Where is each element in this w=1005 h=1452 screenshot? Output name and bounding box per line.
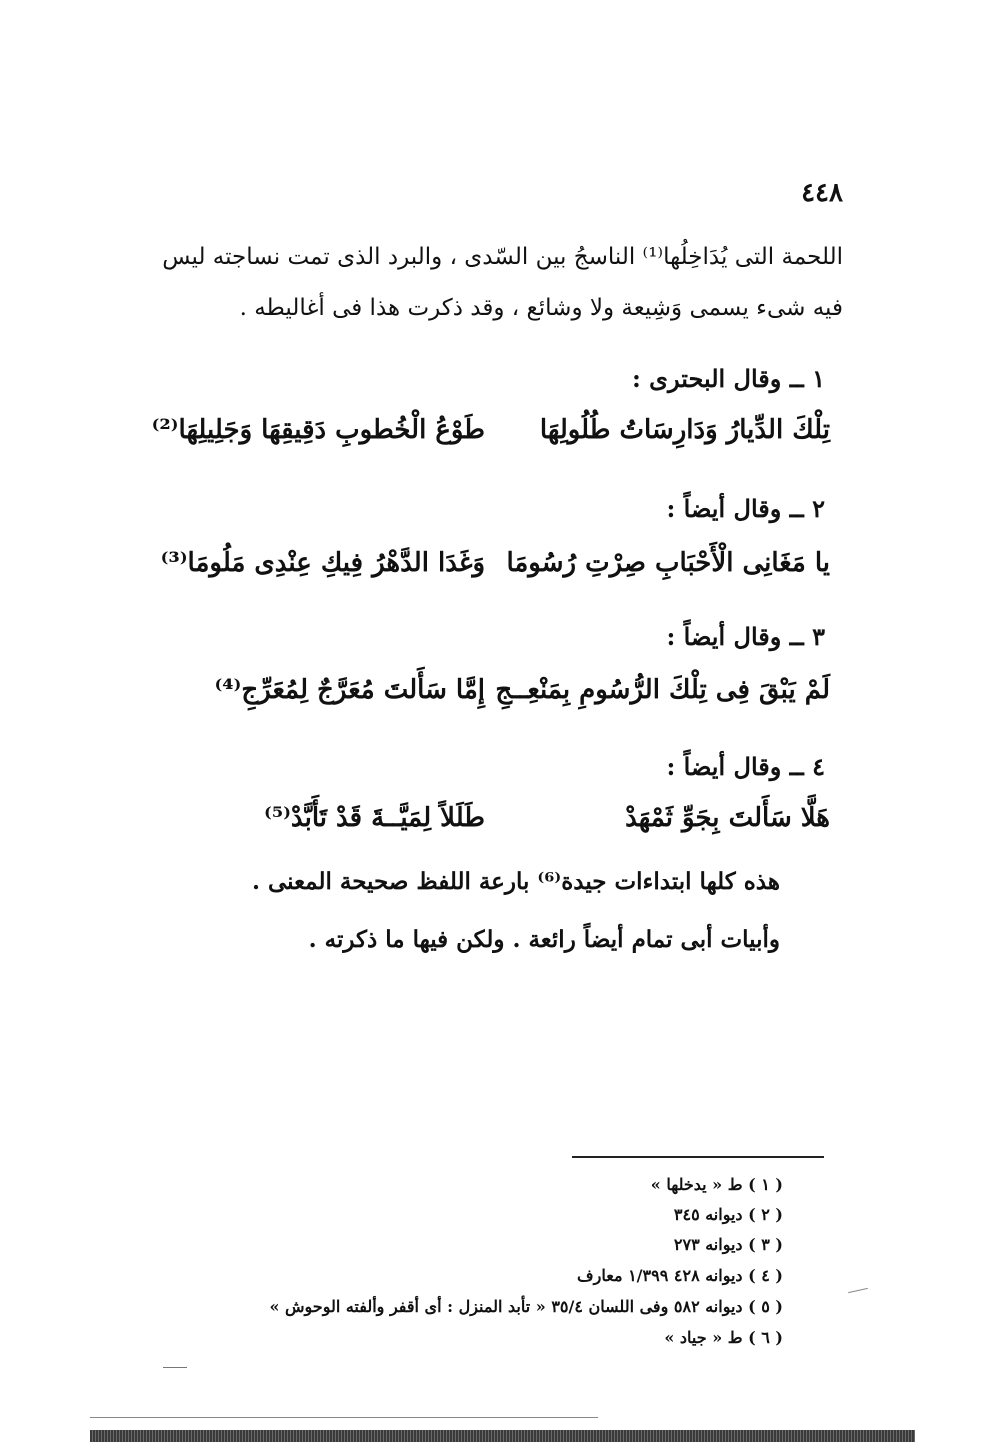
closing-line-1: هذه كلها ابتداءات جيدة⁽⁶⁾ بارعة اللفظ صحيحة المعنى .	[251, 868, 780, 895]
verse-3-first-hemistich: لَمْ يَبْقَ فِى تِلْكَ الرُّسُومِ بِمَنْعِــجِ	[495, 675, 830, 705]
verse-1-second-hemistich: طَوْعُ الْخُطوبِ دَقِيقِهَا وَجَلِيلِهَا⁽²⁾	[151, 415, 485, 445]
footnote-2: ( ٢ ) ديوانه ٣٤٥	[673, 1205, 783, 1224]
opening-paragraph: اللحمة التى يُدَاخِلُها⁽¹⁾ الناسجُ بين السّدى ، والبرد الذى تمت نساجته ليس فيه شىء يسمى وَشِيعة ولا وشائع ، وقد ذكرت هذا فى أغاليطه .	[162, 244, 843, 321]
verse-2-second-hemistich: وَغَدَا الدَّهْرُ فِيكِ عِنْدِى مَلُومَا⁽³⁾	[160, 548, 485, 578]
verse-4-second-hemistich: طَلَلاً لِمَيَّــةَ قَدْ تَأَبَّدْ⁽⁵⁾	[264, 803, 485, 833]
bottom-rule	[90, 1417, 598, 1418]
section-heading-2: ٢ ــ وقال أيضاً :	[666, 494, 825, 523]
footnote-6: ( ٦ ) ط « جياد »	[664, 1328, 783, 1347]
footnote-4: ( ٤ ) ديوانه ٤٢٨ ١/٣٩٩ معارف	[577, 1266, 783, 1285]
scan-mark	[848, 1288, 868, 1293]
margin-dash	[163, 1367, 187, 1368]
footnote-separator	[572, 1156, 824, 1158]
verse-3-second-hemistich: إِمَّا سَأَلتَ مُعَرَّجٌ لِمُعَرِّجِ⁽⁴⁾	[214, 675, 485, 705]
section-heading-3: ٣ ــ وقال أيضاً :	[666, 622, 825, 651]
verse-4-first-hemistich: هَلَّا سَأَلتَ بِجَوِّ ثَمْهَدْ	[625, 803, 830, 833]
footnote-5: ( ٥ ) ديوانه ٥٨٢ وفى اللسان ٣٥/٤ « تأبد المنزل : أى أقفر وألفته الوحوش »	[269, 1297, 783, 1316]
closing-line-2: وأبيات أبى تمام أيضاً رائعة . ولكن فيها ما ذكرته .	[308, 926, 780, 953]
verse-1-first-hemistich: تِلْكَ الدِّيارُ وَدَارِسَاتُ طُلُولِهَا	[539, 415, 830, 445]
bottom-scan-band	[90, 1430, 915, 1442]
page-number: ٤٤٨	[801, 178, 843, 208]
section-heading-4: ٤ ــ وقال أيضاً :	[666, 752, 825, 781]
section-heading-1: ١ ــ وقال البحترى :	[631, 364, 825, 393]
verse-2-first-hemistich: يا مَغَانِى الْأَحْبَابِ صِرْتِ رُسُومَا	[506, 548, 830, 578]
footnote-1: ( ١ ) ط « يدخلها »	[650, 1175, 783, 1194]
footnote-3: ( ٣ ) ديوانه ٢٧٣	[673, 1235, 783, 1254]
